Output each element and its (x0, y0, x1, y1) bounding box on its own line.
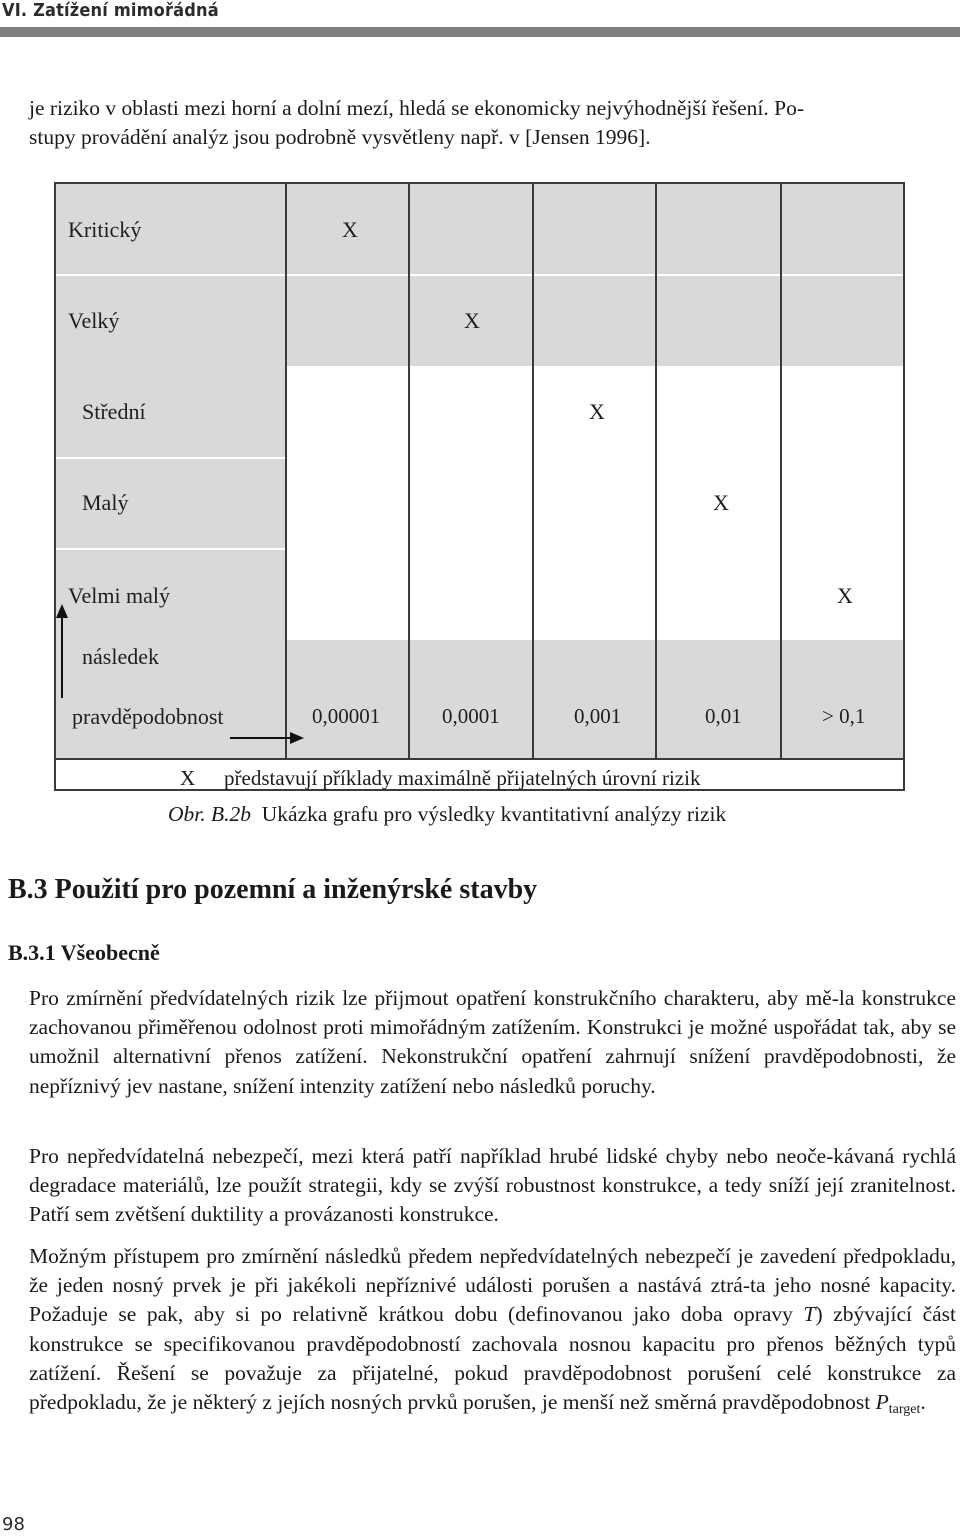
paragraph-3-part-b: ) zbývající část konstrukce se specifikovanou pravděpodobností zachovala nosnou kapacitu pro přenos běžných typů zatížení. Řešení se považuje za přijatelné, pokud pravděpodobnost porušení celé konstrukce za předpokladu, že je některý z jejích nosných prvků porušen, je menší než směrná pravděpodobnost (29, 1302, 956, 1415)
risk-mark: X (342, 217, 358, 242)
probability-value: 0,01 (705, 704, 742, 728)
legend-symbol: X (180, 766, 196, 790)
risk-mark: X (589, 399, 605, 424)
intro-line-2: stupy provádění analýz jsou podrobně vysvětleny např. v [Jensen 1996]. (29, 125, 651, 149)
axis-consequence-label: následek (82, 644, 159, 669)
probability-value: 0,0001 (442, 704, 500, 728)
level-large: Velký (68, 308, 120, 333)
probability-value: > 0,1 (822, 704, 866, 728)
page-number: 98 (2, 1514, 25, 1535)
symbol-T: T (803, 1302, 816, 1327)
band-critical (56, 184, 903, 274)
level-medium: Střední (82, 399, 146, 424)
caption-number: Obr. B.2b (168, 802, 252, 826)
risk-mark: X (464, 308, 480, 333)
row-separator (56, 548, 286, 550)
probability-value: 0,001 (574, 704, 622, 728)
legend-text: představují příklady maximálně přijatelných úrovní rizik (224, 766, 701, 790)
axis-arrows (56, 604, 306, 754)
symbol-P: P (875, 1390, 889, 1415)
risk-matrix-figure (54, 182, 905, 791)
risk-mark: X (713, 490, 729, 515)
arrow-right-icon (290, 732, 304, 744)
risk-mark: X (837, 583, 853, 608)
symbol-subscript: target (888, 1402, 921, 1418)
grid-line (780, 184, 782, 758)
paragraph-3 (29, 1242, 956, 1424)
subsection-heading: B.3.1 Všeobecně (8, 940, 160, 965)
level-very-small: Velmi malý (68, 583, 171, 608)
figure-caption (168, 802, 726, 827)
paragraph-2: Pro nepředvídatelná nebezpečí, mezi která patří například hrubé lidské chyby nebo neoče-kávaná rychlá degradace materiálů, lze použít strategii, kdy se zvýší robustnost konstrukce, a tedy sníží její zranitelnost. Patří sem zvětšení duktility a provázanosti konstrukce. (29, 1144, 956, 1227)
section-heading: B.3 Použití pro pozemní a inženýrské stavby (8, 874, 538, 905)
probability-value: 0,00001 (312, 704, 381, 728)
level-small: Malý (82, 490, 129, 515)
caption-text: Ukázka grafu pro výsledky kvantitativní analýzy rizik (261, 802, 727, 826)
grid-line (532, 184, 534, 758)
paragraph-3-end: . (920, 1390, 926, 1415)
legend-separator (56, 758, 903, 760)
arrow-up-icon (56, 604, 68, 618)
axis-probability-label: pravděpodobnost (72, 704, 224, 729)
running-header (0, 0, 960, 40)
row-separator (56, 457, 286, 459)
paragraph-1: Pro zmírnění předvídatelných rizik lze přijmout opatření konstrukčního charakteru, aby mě-la konstrukce zachovanou přiměřenou odolnost proti mimořádným zatížením. Konstrukci je možné uspořádat tak, aby se umožnil alternativní přenos zatížení. Nekonstrukční opatření zahrnují snížení pravděpodobnosti, že nepříznivý jev nastane, snížení intenzity zatížení nebo následků poruchy. (29, 986, 956, 1098)
intro-line-1: je riziko v oblasti mezi horní a dolní mezí, hledá se ekonomicky nejvýhodnější řešení. Po- (29, 96, 805, 120)
chapter-title: VI. Zatížení mimořádná (2, 0, 219, 21)
grid-line (655, 184, 657, 758)
header-rule (0, 27, 960, 37)
intro-paragraph (29, 94, 935, 152)
grid-line (408, 184, 410, 758)
paragraph-3-part-a: Možným přístupem pro zmírnění následků předem nepředvídatelných nebezpečí je zavedení předpokladu, že jeden nosný prvek je při jakékoli nepříznivé události porušen a nastává ztrá-ta jeho nosné kapacity. Požaduje se pak, aby si po relativně krátkou dobu (definovanou jako doba opravy (29, 1244, 956, 1327)
level-critical: Kritický (68, 217, 142, 242)
